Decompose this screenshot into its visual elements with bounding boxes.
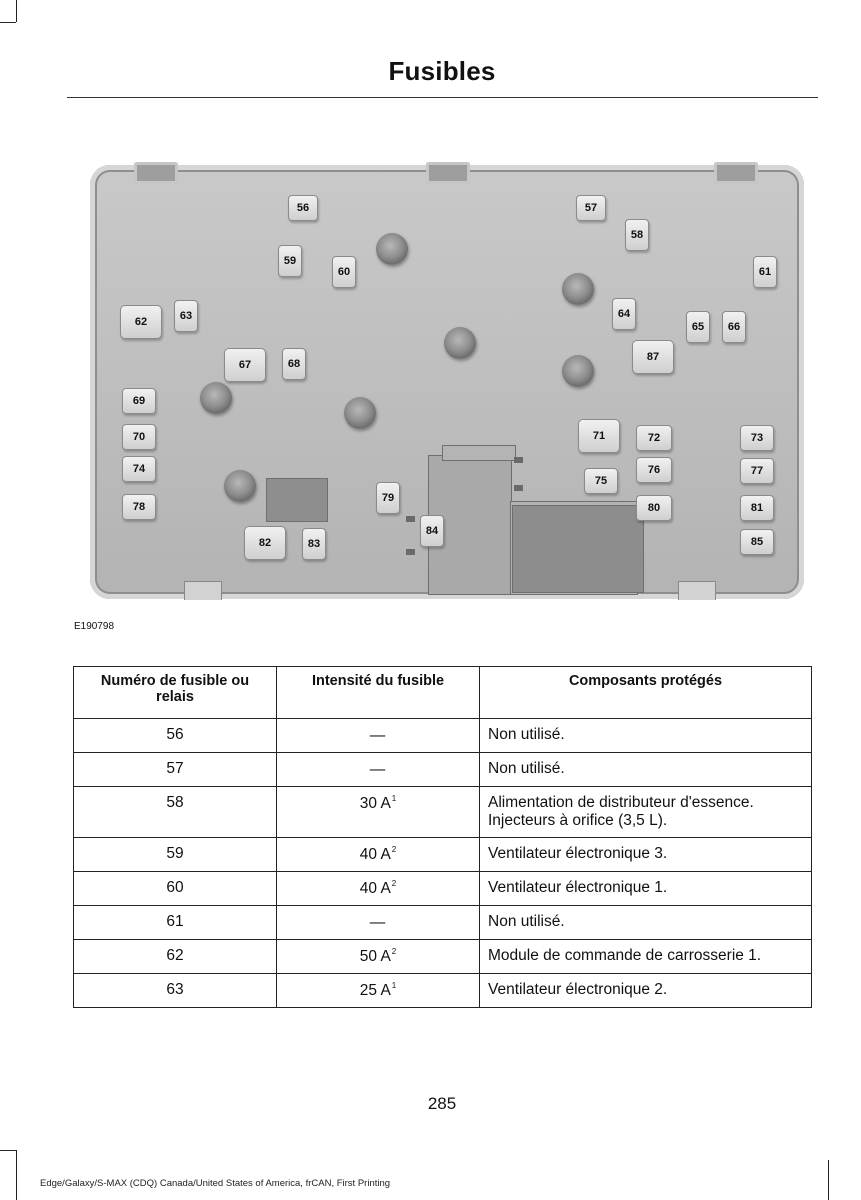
fuse-56: 56 [288, 195, 318, 221]
table-header-row [74, 667, 812, 719]
mounting-tab [678, 581, 716, 600]
fuse-number: 58 [74, 787, 277, 838]
mounting-bolt [562, 273, 594, 305]
table-row [74, 974, 812, 1008]
relay-block [512, 505, 644, 593]
fuse-60: 60 [332, 256, 356, 288]
mounting-bolt [224, 470, 256, 502]
fuse-72: 72 [636, 425, 672, 451]
rating-footnote: 2 [391, 879, 397, 888]
page-footer: Edge/Galaxy/S-MAX (CDQ) Canada/United States of America, frCAN, First Printing [40, 1178, 391, 1189]
protected-components: Module de commande de carrosserie 1. [480, 940, 812, 974]
fuse-83: 83 [302, 528, 326, 560]
mounting-bolt [562, 355, 594, 387]
fuse-rating [277, 940, 480, 974]
mounting-tab [714, 162, 758, 184]
column-header-rating: Intensité du fusible [277, 667, 480, 719]
rating-value: 50 A [359, 948, 391, 965]
rating-value: 25 A [359, 982, 391, 999]
column-header-components: Composants protégés [480, 667, 812, 719]
protected-components: Ventilateur électronique 2. [480, 974, 812, 1008]
fuse-75: 75 [584, 468, 618, 494]
crop-mark [16, 1150, 17, 1200]
fuse-66: 66 [722, 311, 746, 343]
rating-value: — [369, 761, 386, 778]
fuse-rating [277, 719, 480, 753]
fuse-61: 61 [753, 256, 777, 288]
fuse-68: 68 [282, 348, 306, 380]
title-divider [67, 97, 818, 98]
fuse-67: 67 [224, 348, 266, 382]
fuse-rating [277, 753, 480, 787]
connector-pin [514, 485, 523, 491]
fuse-58: 58 [625, 219, 649, 251]
relay-block [266, 478, 328, 522]
fuse-number: 63 [74, 974, 277, 1008]
table-row [74, 872, 812, 906]
page-number: 285 [427, 1094, 457, 1113]
rating-footnote: 2 [391, 947, 397, 956]
table-row [74, 753, 812, 787]
mounting-bolt [444, 327, 476, 359]
rating-footnote: 1 [391, 794, 397, 803]
fuse-number: 62 [74, 940, 277, 974]
fuse-rating [277, 974, 480, 1008]
rating-value: 30 A [359, 795, 391, 812]
fuse-82: 82 [244, 526, 286, 560]
fuse-78: 78 [122, 494, 156, 520]
rating-value: 40 A [359, 846, 391, 863]
fuse-84: 84 [420, 515, 444, 547]
rating-value: — [369, 727, 386, 744]
fuse-number: 59 [74, 838, 277, 872]
fuse-specification-table [73, 666, 812, 1008]
fuse-64: 64 [612, 298, 636, 330]
connector-pin [514, 457, 523, 463]
fuse-62: 62 [120, 305, 162, 339]
table-row [74, 838, 812, 872]
mounting-bolt [376, 233, 408, 265]
fuse-77: 77 [740, 458, 774, 484]
table-row [74, 906, 812, 940]
fuse-73: 73 [740, 425, 774, 451]
column-header-number: Numéro de fusible ou relais [74, 667, 277, 719]
page-title: Fusibles [388, 56, 496, 86]
fuse-number: 57 [74, 753, 277, 787]
fuse-number: 61 [74, 906, 277, 940]
protected-components: Ventilateur électronique 1. [480, 872, 812, 906]
fuse-71: 71 [578, 419, 620, 453]
connector-housing [442, 445, 516, 461]
rating-footnote: 2 [391, 845, 397, 854]
fuse-rating [277, 906, 480, 940]
fuse-number: 56 [74, 719, 277, 753]
mounting-tab [426, 162, 470, 184]
fuse-rating [277, 787, 480, 838]
crop-mark [828, 1160, 829, 1200]
fuse-rating [277, 872, 480, 906]
rating-footnote: 1 [391, 981, 397, 990]
diagram-reference-code: E190798 [74, 621, 115, 632]
connector-pin [406, 516, 415, 522]
crop-mark [0, 1150, 16, 1151]
protected-components: Non utilisé. [480, 906, 812, 940]
table-row [74, 719, 812, 753]
fuse-74: 74 [122, 456, 156, 482]
rating-value: — [369, 914, 386, 931]
protected-components: Non utilisé. [480, 719, 812, 753]
protected-components: Ventilateur électronique 3. [480, 838, 812, 872]
fuse-57: 57 [576, 195, 606, 221]
fuse-76: 76 [636, 457, 672, 483]
fuse-59: 59 [278, 245, 302, 277]
fuse-63: 63 [174, 300, 198, 332]
fuse-box-diagram [90, 165, 804, 599]
mounting-tab [134, 162, 178, 184]
mounting-tab [184, 581, 222, 600]
fuse-80: 80 [636, 495, 672, 521]
fuse-81: 81 [740, 495, 774, 521]
fuse-65: 65 [686, 311, 710, 343]
fuse-79: 79 [376, 482, 400, 514]
fuse-70: 70 [122, 424, 156, 450]
fuse-rating [277, 838, 480, 872]
table-row [74, 940, 812, 974]
protected-components: Alimentation de distributeur d'essence. Injecteurs à orifice (3,5 L). [480, 787, 812, 838]
protected-components: Non utilisé. [480, 753, 812, 787]
mounting-bolt [344, 397, 376, 429]
connector-pin [406, 549, 415, 555]
fuse-87: 87 [632, 340, 674, 374]
crop-mark [0, 22, 16, 23]
table-row [74, 787, 812, 838]
rating-value: 40 A [359, 880, 391, 897]
fuse-69: 69 [122, 388, 156, 414]
fuse-number: 60 [74, 872, 277, 906]
crop-mark [16, 0, 17, 22]
mounting-bolt [200, 382, 232, 414]
fuse-85: 85 [740, 529, 774, 555]
